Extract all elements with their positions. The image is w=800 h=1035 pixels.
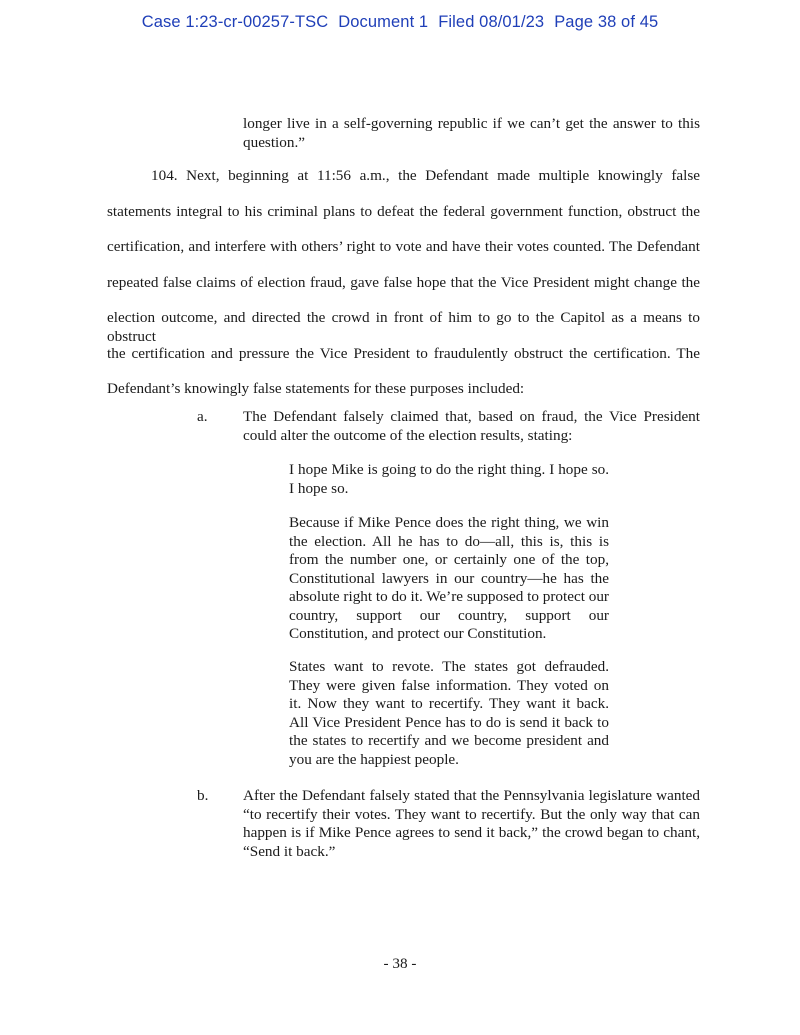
paragraph-line: Defendant’s knowingly false statements for these purposes included:	[107, 380, 525, 397]
block-quote-3: States want to revote. The states got defrauded. They were given false information. They voted on it. Now they want to recertify. They want it back. All Vice President Pence has to do is send it back to the states to recertify and we become president and you are the happiest people.	[289, 658, 609, 768]
page-count: Page 38 of 45	[554, 13, 659, 31]
paragraph-line: statements integral to his criminal plans to defeat the federal government function, obstruct the	[107, 202, 700, 220]
block-quote-1: I hope Mike is going to do the right thing. I hope so. I hope so.	[289, 461, 609, 497]
paragraph-line: the certification and pressure the Vice President to fraudulently obstruct the certification. The	[107, 344, 700, 362]
filed-date: Filed 08/01/23	[438, 13, 545, 31]
quote-continuation: longer live in a self-governing republic if we can’t get the answer to this question.”	[243, 115, 700, 151]
paragraph-line: 104. Next, beginning at 11:56 a.m., the Defendant made multiple knowingly false	[151, 167, 700, 184]
paragraph-line: certification, and interfere with others’ right to vote and have their votes counted. The Defendant	[107, 238, 700, 255]
case-header	[0, 13, 800, 32]
case-number: Case 1:23-cr-00257-TSC	[141, 13, 329, 31]
item-text-a: The Defendant falsely claimed that, based on fraud, the Vice President could alter the outcome of the election results, stating:	[243, 408, 700, 444]
item-letter-a: a.	[197, 408, 208, 425]
document-number: Document 1	[338, 13, 429, 31]
paragraph-line: repeated false claims of election fraud, gave false hope that the Vice President might change the	[107, 273, 700, 291]
block-quote-2: Because if Mike Pence does the right thing, we win the election. All he has to do—all, this is, this is from the number one, or certainly one of the top, Constitutional lawyers in our country—he has the absolute right to do it. We’re supposed to protect our country, support our country, support our Constitution, and protect our Constitution.	[289, 514, 609, 642]
item-letter-b: b.	[197, 787, 209, 804]
item-text-b: After the Defendant falsely stated that the Pennsylvania legislature wanted “to recertify their votes. They want to recertify. But the only way that can happen is if Mike Pence agrees to send it back,” the crowd began to chant, “Send it back.”	[243, 787, 700, 860]
paragraph-line: election outcome, and directed the crowd in front of him to go to the Capitol as a means to obstruct	[107, 309, 700, 345]
page-number: - 38 -	[383, 955, 417, 972]
